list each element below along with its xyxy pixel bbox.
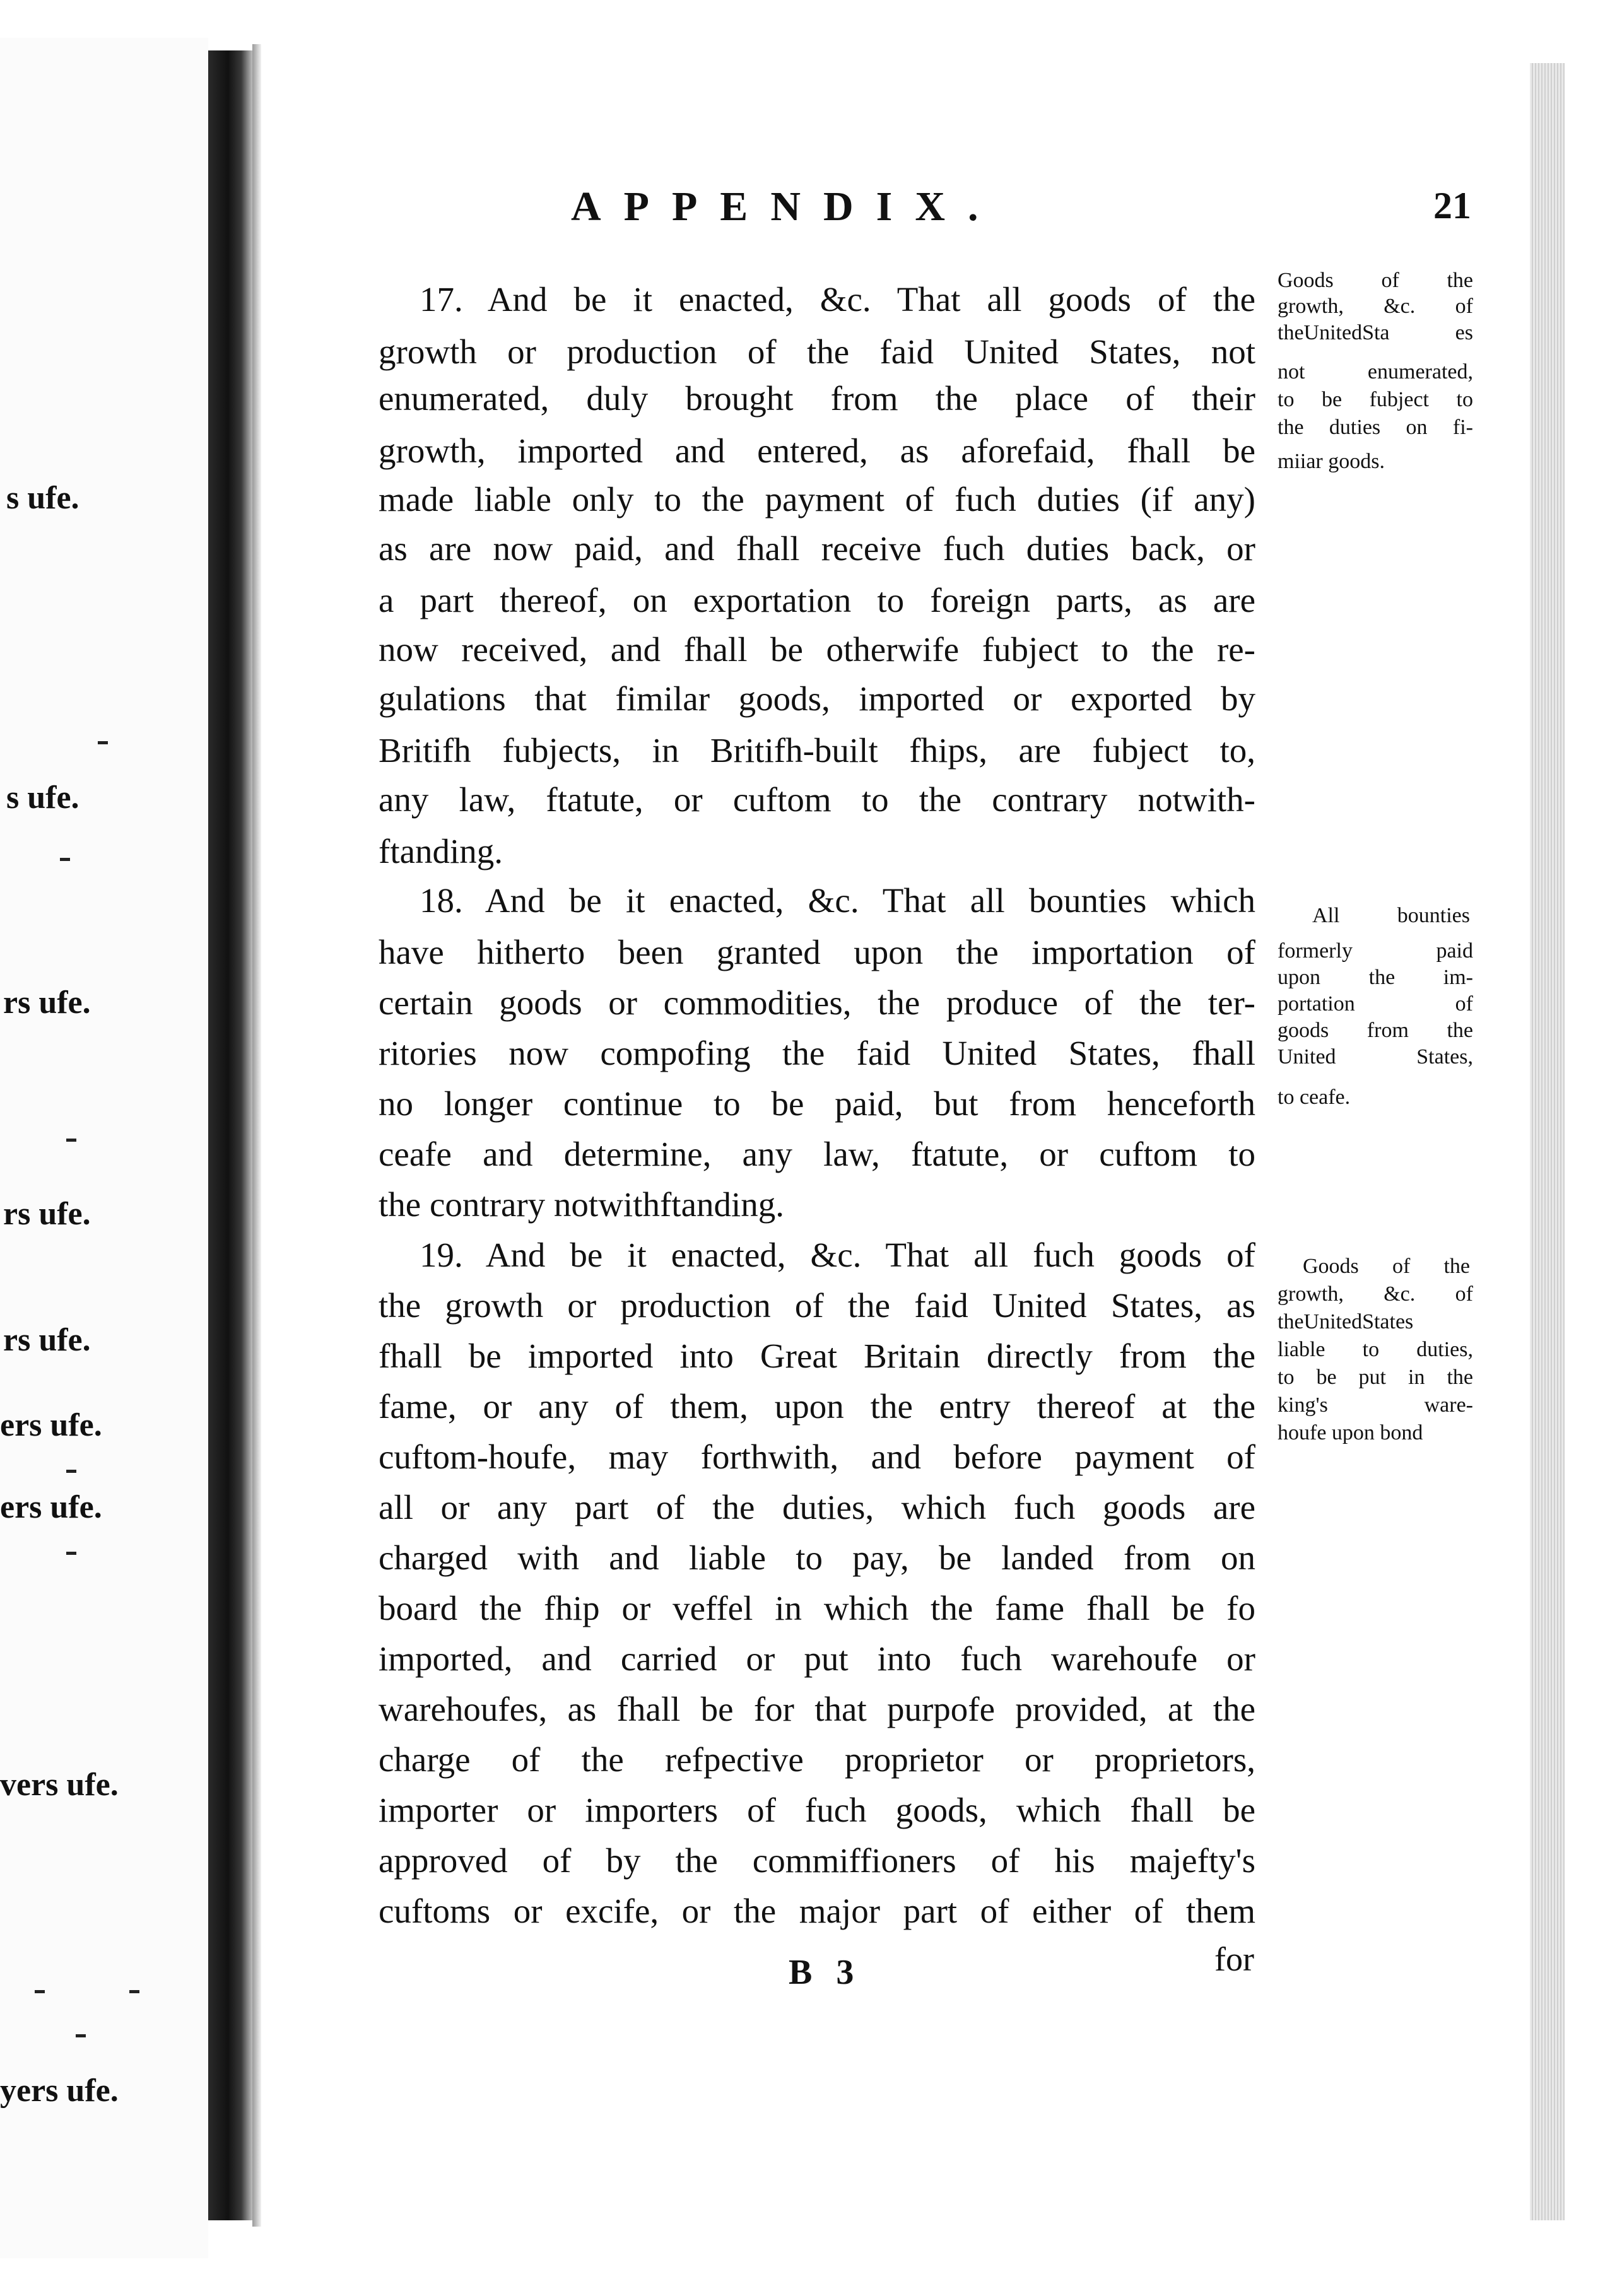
margin-note-line: liable to duties, [1278,1338,1473,1361]
margin-note-line: Goods of the [1303,1255,1470,1278]
left-page-dash [76,2034,86,2037]
left-page-line: ers ufe. [0,1407,102,1443]
margin-note-line: theUnitedSta es [1278,321,1473,344]
left-page-line: vers ufe. [0,1767,119,1803]
body-line: ftanding. [379,832,503,870]
left-page-dash [66,1470,76,1473]
body-line: charge of the refpective proprietor or proprietors, [379,1740,1255,1779]
left-page-line: s ufe. [6,480,79,516]
body-line: a part thereof, on exportation to foreign parts, as are [379,581,1255,619]
body-line: approved of by the commiffioners of his majefty's [379,1841,1255,1880]
body-line: ritories now compofing the faid United States, fhall [379,1034,1255,1072]
gutter-edge [252,44,261,2227]
margin-note-line: to ceafe. [1278,1086,1351,1109]
body-line: 19. And be it enacted, &c. That all fuch goods of [420,1236,1255,1274]
margin-note-line: houfe upon bond [1278,1421,1423,1444]
body-line: as are now paid, and fhall receive fuch duties back, or [379,529,1255,568]
signature-mark: B 3 [789,1953,862,1992]
body-line: growth or production of the faid United States, not [379,332,1255,371]
margin-note-line: growth, &c. of [1278,295,1473,318]
body-line: cuftoms or excife, or the major part of either of them [379,1892,1255,1930]
left-page-line: s ufe. [6,780,79,816]
left-page-line: ers ufe. [0,1489,102,1525]
left-page-line: rs ufe. [3,1322,91,1358]
body-line: Britifh fubjects, in Britifh-built fhips, are fubject to, [379,731,1255,770]
page-edge-stack [1530,63,1565,2220]
left-page-line: yers ufe. [0,2073,119,2109]
body-line: warehoufes, as fhall be for that purpofe provided, at the [379,1690,1255,1728]
body-line: fame, or any of them, upon the entry thereof at the [379,1387,1255,1426]
left-page-dash [66,1139,76,1142]
margin-note-line: portation of [1278,992,1473,1016]
margin-note-line: goods from the [1278,1019,1473,1042]
body-line: imported, and carried or put into fuch warehoufe or [379,1639,1255,1678]
body-line: the growth or production of the faid United States, as [379,1286,1255,1325]
body-line: certain goods or commodities, the produce of the ter- [379,983,1255,1022]
body-line: importer or importers of fuch goods, which fhall be [379,1791,1255,1829]
left-page-line: rs ufe. [3,985,91,1021]
body-line: made liable only to the payment of fuch duties (if any) [379,480,1255,518]
body-line: now received, and fhall be otherwife fubject to the re- [379,630,1255,669]
left-page-dash [98,741,108,744]
left-page-dash [60,858,70,861]
body-line: cuftom-houfe, may forthwith, and before payment of [379,1438,1255,1476]
body-line: charged with and liable to pay, be landed from on [379,1538,1255,1577]
body-line: fhall be imported into Great Britain directly from the [379,1337,1255,1375]
margin-note-line: All bounties [1312,904,1470,927]
body-line: no longer continue to be paid, but from henceforth [379,1084,1255,1123]
catchword: for [1214,1940,1254,1978]
margin-note-line: growth, &c. of [1278,1282,1473,1306]
body-line: ceafe and determine, any law, ftatute, or cuftom to [379,1135,1255,1173]
margin-note-line: to be fubject to [1278,388,1473,411]
binding-gutter [208,50,252,2220]
body-line: all or any part of the duties, which fuch goods are [379,1488,1255,1526]
body-line: board the fhip or veffel in which the fame fhall be fo [379,1589,1255,1627]
margin-note-line: upon the im- [1278,966,1473,989]
margin-note-line: not enumerated, [1278,360,1473,384]
margin-note-line: theUnitedStates [1278,1310,1414,1333]
margin-note-line: Goods of the [1278,269,1473,292]
body-line: the contrary notwithftanding. [379,1185,785,1224]
body-line: have hitherto been granted upon the importation of [379,933,1255,971]
page-number: 21 [1433,185,1471,226]
left-page-fragment [0,38,208,2258]
body-line: any law, ftatute, or cuftom to the contrary notwith- [379,780,1255,819]
body-line: 18. And be it enacted, &c. That all bounties which [420,881,1255,920]
left-page-line: rs ufe. [3,1196,91,1232]
margin-note-line: United States, [1278,1045,1473,1069]
body-line: enumerated, duly brought from the place of their [379,379,1255,418]
margin-note-line: formerly paid [1278,939,1473,963]
margin-note-line: to be put in the [1278,1366,1473,1389]
margin-note-line: miiar goods. [1278,450,1385,473]
body-line: 17. And be it enacted, &c. That all goods of the [420,280,1255,319]
left-page-dash [66,1552,76,1555]
body-line: growth, imported and entered, as aforefaid, fhall be [379,431,1255,470]
body-line: gulations that fimilar goods, imported or exported by [379,679,1255,718]
margin-note-line: king's ware- [1278,1393,1473,1417]
left-page-dash [35,1990,45,1993]
running-head: APPENDIX. [571,184,1001,230]
left-page-dash [129,1990,139,1993]
margin-note-line: the duties on fi- [1278,416,1473,439]
